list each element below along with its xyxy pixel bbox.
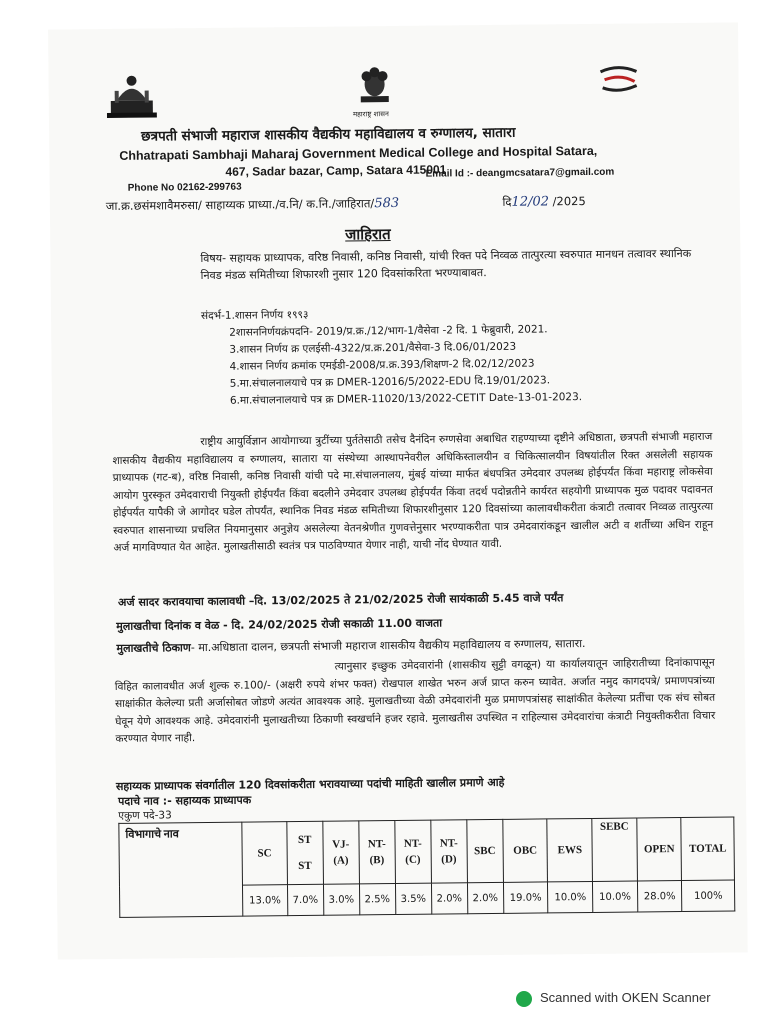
reference-number-line <box>106 194 586 214</box>
college-phone: Phone No 02162-299763 <box>127 181 242 194</box>
value-obc: 19.0% <box>503 882 548 913</box>
department-name-header: विभागाचे नाव <box>119 822 243 917</box>
header-st: ST ST <box>287 821 324 884</box>
header-open: OPEN <box>637 818 682 881</box>
reference-item: 5.मा.संचालनालयाचे पत्र क्र DMER-12016/5/2022-EDU दि.19/01/2023. <box>229 374 551 390</box>
body-paragraph: राष्ट्रीय आयुर्विज्ञान आयोगाच्या त्रुटींच्या पुर्ततेसाठी तसेच दैनंदिन रुग्णसेवा अबाधित राहण्याच्या दृष्टीने अधिष्ठाता, छत्रपती संभाजी महाराज शासकीय वैद्यकीय महाविद्यालय व रुग्णालय, सातारा या संस्थेच्या आस्थापनेवरील अधिकिस्तालयीन व चिकित्सालयीन विषयांतील रिक्त असलेली सहायक प्राध्यापक (गट-ब), वरिष्ठ निवासी, कनिष्ठ निवासी यांची पदे मा.संचालनालय, मुंबई यांच्या मार्फत बंधपत्रित उमेदवार उपलब्ध होईपर्यंत किंवा महाराष्ट्र लोकसेवा आयोग पुरस्कृत उमेदवाराची नियुक्ती होईपर्यंत किंवा बदलीने उमेदवार उपलब्ध होईपर्यंत किंवा तदर्थ पदोन्नतीने कार्यरत सहयोगी प्राध्यापक मुळ पदावर पदावनत होईपर्यंत यापैकी जे आगोदर घडेल तोपर्यंत, स्थानिक निवड मंडळ समितीच्या शिफारशीनुसार 120 दिवसांच्या कालावधीकरीता कंत्राटी तत्वावर निव्वळ तात्पुरत्या स्वरुपात शासनाच्या प्रचलित नियमानुसार अनुज्ञेय असलेल्या वेतनश्रेणीत गुणवत्तेनुसार भरण्याकरीता पात्र उमेदवारांकडून खालील अटी व शर्तीच्या अधिन राहून अर्ज मागविण्यात येत आहेत. मुलाखतीसाठी स्वतंत्र पत्र पाठविण्यात येणार नाही, याची नोंद घेण्यात यावी. <box>112 430 714 554</box>
document-page <box>48 22 748 959</box>
reference-number-handwritten: 583 <box>374 195 400 212</box>
header-vja: VJ- (A) <box>323 821 360 884</box>
header-sbc: SBC <box>467 819 504 882</box>
college-email: Email Id :- deangmcsatara7@gmail.com <box>425 166 615 180</box>
header-ntd: NT- (D) <box>431 820 468 883</box>
reference-year: /2025 <box>552 193 586 209</box>
interview-place: - मा.अधिष्ठाता दालन, छत्रपती संभाजी महाराज शासकीय वैद्यकीय महाविद्यालय व रुग्णालय, सातारा. <box>190 637 586 655</box>
interview-place-line <box>116 636 585 656</box>
state-emblem-icon <box>354 64 394 110</box>
college-name-marathi: छत्रपती संभाजी महाराज शासकीय वैद्यकीय महाविद्यालय व रुग्णालय, सातारा <box>141 124 516 145</box>
reference-item: 4.शासन निर्णय क्रमांक एमईडी-2008/प्र.क्र.393/शिक्षण-2 दि.02/12/2023 <box>229 357 535 373</box>
reference-prefix: जा.क्र.छसंमशावैमरुसा/ साहाय्यक प्राध्या./व.नि/ क.नि./जाहिरात/ <box>105 196 375 214</box>
value-total: 100% <box>682 880 735 912</box>
table-header-row <box>119 817 735 886</box>
reference-item: 3.शासन निर्णय क्र एलईसी-4322/प्र.क्र.201/वैसेवा-3 दि.06/01/2023 <box>229 340 517 356</box>
instructions-paragraph: त्यानुसार इच्छुक उमेदवारांनी (शासकीय सुट्टी वगळून) या कार्यालयातून जाहिरातीच्या दिनांकापासून विहित कालावधीत अर्ज शुल्क रु.100/- (अक्षरी रुपये शंभर फक्त) रोखपाल शाखेत भरुन अर्ज प्राप्त करुन घ्यावेत. अर्जात नमुद कागदपत्रे/ प्रमाणपत्रांच्या साक्षांकीत केलेल्या प्रती अर्जासोबत जोडणे अत्यंत आवश्यक आहे. मुलाखतीच्या वेळी उमेदवारांनी मुळ प्रमाणपत्रांसह साक्षांकीत केलेल्या प्रतींचा एक संच सोबत घेवून येणे आवश्यक आहे. उमेदवारांनी मुलाखतीच्या ठिकाणी स्वखर्चाने हजर रहावे. मुलाखतीस उपस्थित न राहिल्यास उमेदवारांचा कंत्राटी नियुक्तीकरीता विचार करण्यात येणार नाही. <box>114 656 716 745</box>
header-ntc: NT- (C) <box>395 820 432 883</box>
value-ntd: 2.0% <box>431 883 467 914</box>
college-address: 467, Sadar bazar, Camp, Satara 415001 <box>225 162 447 179</box>
interview-datetime: मुलाखतीचा दिनांक व वेळ - दि. 24/02/2025 रोजी सकाळी 11.00 वाजता <box>116 616 443 633</box>
header-obc: OBC <box>503 819 548 882</box>
posts-info: सहाय्यक प्राध्यापक संवर्गातील 120 दिवसांकरीता भरावयाच्या पदांची माहिती खालील प्रमाणे आहे <box>115 775 505 793</box>
references-list <box>201 303 702 410</box>
total-posts: एकुण पदे-33 <box>118 809 172 822</box>
application-period: अर्ज सादर करावयाचा कालावधी –दि. 13/02/2025 ते 21/02/2025 रोजी सायंकाळी 5.45 वाजे पर्यंत <box>117 591 564 609</box>
value-ntc: 3.5% <box>395 883 431 914</box>
reference-date-handwritten: 12/02 <box>511 194 550 210</box>
header-sc: SC <box>242 822 287 885</box>
header-ews: EWS <box>547 818 592 881</box>
notice-subject: विषय- सहायक प्राध्यापक, वरिष्ठ निवासी, कनिष्ठ निवासी, यांची रिक्त पदे निव्वळ तात्पुरत्या स्वरुपात मानधन तत्वावर स्थानिक निवड मंडळ समितीच्या शिफारशी नुसार 120 दिवसांकरिता भरण्याबाबत. <box>200 246 692 283</box>
value-st: 7.0% <box>287 884 323 915</box>
college-logo-icon <box>106 70 157 123</box>
reference-item: 6.मा.संचालनालयाचे पत्र क्र DMER-11020/13/2022-CETIT Date-13-01-2023. <box>229 391 583 407</box>
notice-title: जाहिरात <box>345 225 391 244</box>
right-logo-icon <box>596 63 640 93</box>
college-name-english: Chhatrapati Sambhaji Maharaj Government Medical College and Hospital Satara, <box>119 143 598 163</box>
interview-place-label: मुलाखतीचे ठिकाण <box>116 641 191 655</box>
value-open: 28.0% <box>637 881 682 912</box>
header-total: TOTAL <box>681 817 734 881</box>
value-sbc: 2.0% <box>467 882 503 913</box>
scanner-logo-icon <box>516 991 532 1007</box>
post-name: पदाचे नाव :- सहाय्यक प्राध्यापक <box>118 793 252 808</box>
header-ntb: NT- (B) <box>359 821 396 884</box>
value-sebc: 10.0% <box>593 881 638 912</box>
scanner-footer-text: Scanned with OKEN Scanner <box>540 990 711 1005</box>
value-ews: 10.0% <box>548 881 593 912</box>
reference-date-prefix: दि <box>502 194 512 209</box>
header-sebc: SEBC <box>592 818 637 881</box>
reference-item: संदर्भ-1.शासन निर्णय १९९३ <box>200 308 309 323</box>
emblem-caption: महाराष्ट्र शासन <box>352 110 389 119</box>
reservation-table <box>118 816 735 917</box>
reference-item: 2शासननिर्णयक्रंपदनि- 2019/प्र.क्र./12/भाग-1/वैसेवा -2 दि. 1 फेब्रुवारी, 2021. <box>229 323 548 339</box>
scanner-watermark <box>516 990 711 1007</box>
value-sc: 13.0% <box>242 885 287 916</box>
value-ntb: 2.5% <box>359 884 395 915</box>
value-vja: 3.0% <box>323 884 359 915</box>
